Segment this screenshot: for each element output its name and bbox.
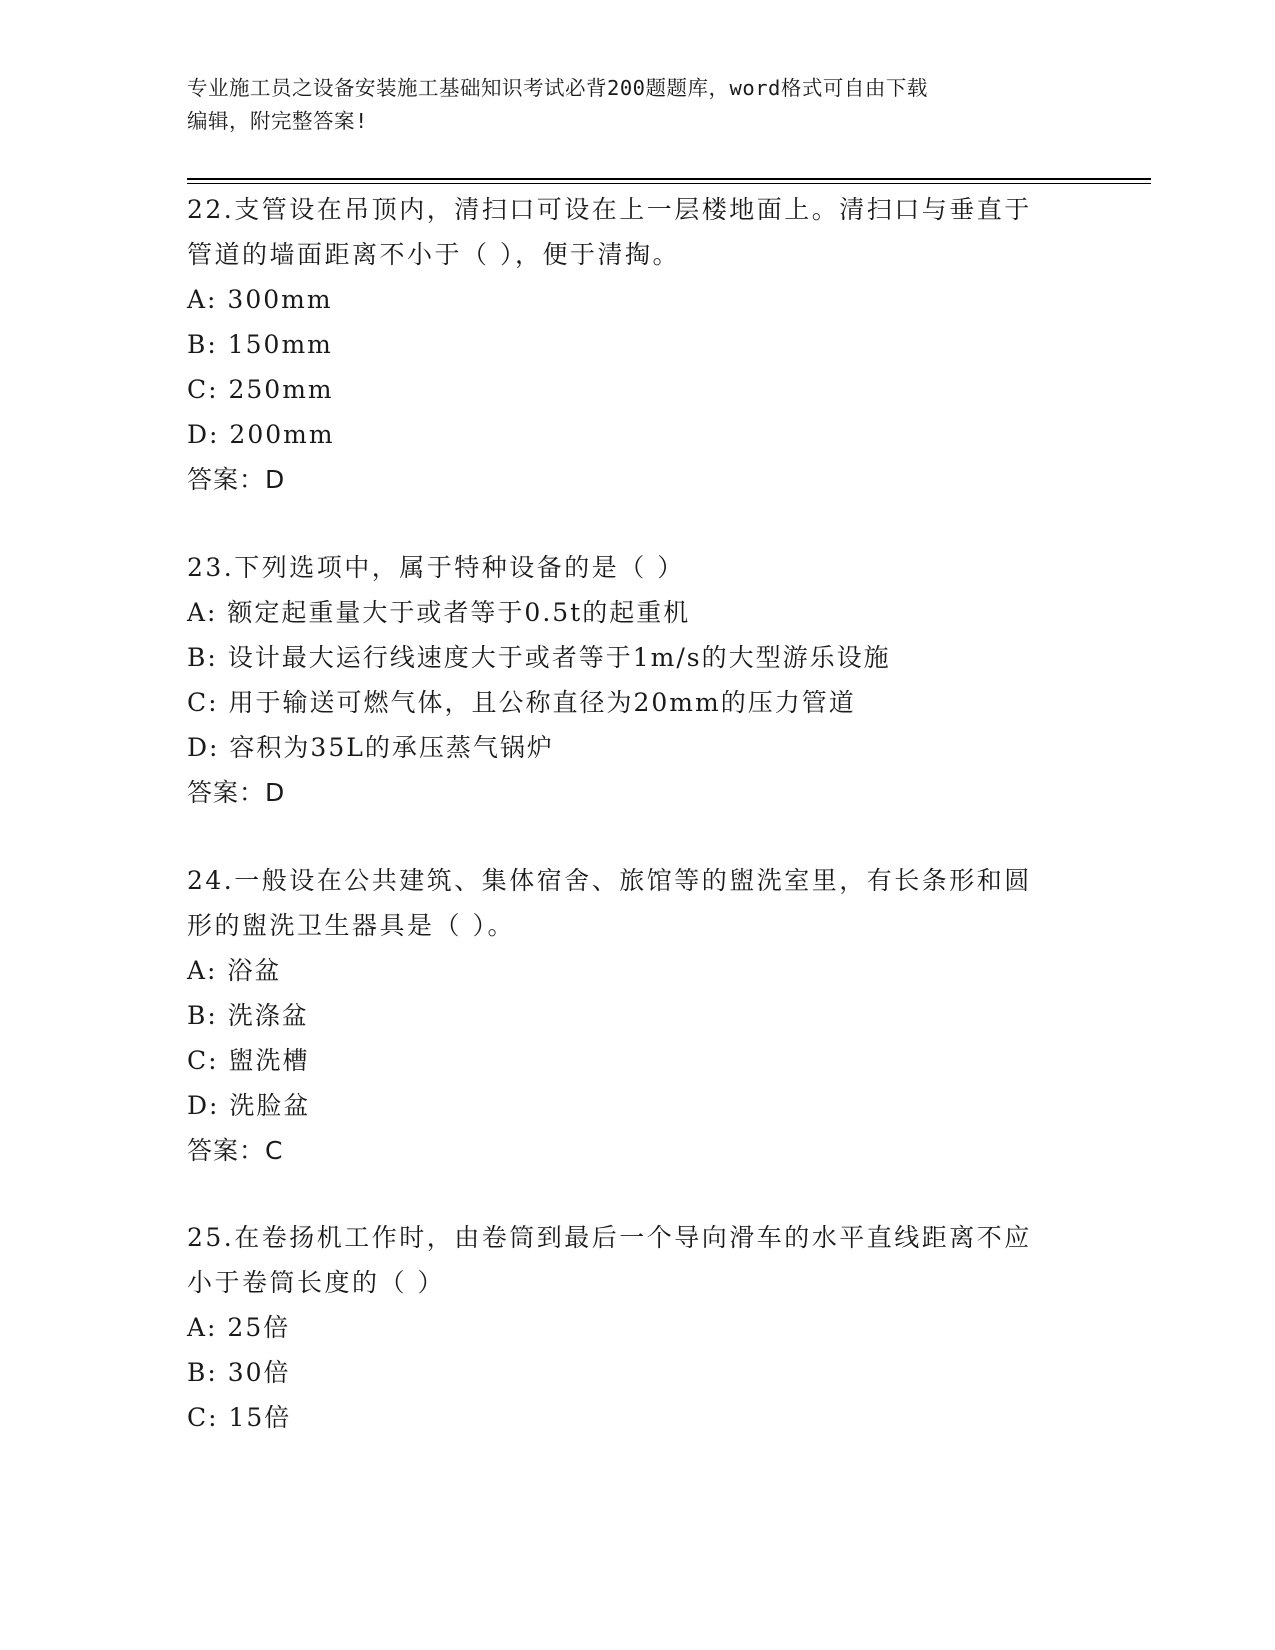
option-a: A: 25倍 [187,1313,291,1342]
question-stem: 形的盥洗卫生器具是（ ）。 [187,911,515,940]
header-divider-thin [187,183,1151,184]
option-d: D: 洗脸盆 [187,1091,311,1120]
option-c: C: 15倍 [187,1403,292,1432]
answer: 答案：D [187,778,286,807]
option-b: B: 30倍 [187,1358,291,1387]
question-stem: 管道的墙面距离不小于（ ），便于清掏。 [187,240,680,269]
option-b: B: 设计最大运行线速度大于或者等于1m/s的大型游乐设施 [187,643,891,672]
question-22 [187,187,1087,502]
question-stem: 25.在卷扬机工作时，由卷筒到最后一个导向滑车的水平直线距离不应 [187,1223,1032,1252]
answer: 答案：D [187,465,286,494]
question-23 [187,545,1087,815]
option-b: B: 150mm [187,330,333,359]
option-d: D: 容积为35L的承压蒸气锅炉 [187,733,554,762]
option-b: B: 洗涤盆 [187,1001,309,1030]
document-header [187,72,1087,138]
answer: 答案：C [187,1136,284,1165]
question-stem: 小于卷筒长度的（ ） [187,1268,445,1297]
option-a: A: 300mm [187,285,333,314]
option-d: D: 200mm [187,420,335,449]
question-25 [187,1215,1087,1440]
option-c: C: 用于输送可燃气体，且公称直径为20mm的压力管道 [187,688,856,717]
question-24 [187,858,1087,1173]
header-divider-thick [187,178,1151,180]
question-stem: 24.一般设在公共建筑、集体宿舍、旅馆等的盥洗室里，有长条形和圆 [187,866,1032,895]
header-line-2: 编辑，附完整答案! [187,109,368,133]
option-a: A: 浴盆 [187,956,282,985]
header-line-1: 专业施工员之设备安装施工基础知识考试必背200题题库，word格式可自由下载 [187,76,928,100]
question-stem: 22.支管设在吊顶内，清扫口可设在上一层楼地面上。清扫口与垂直于 [187,195,1032,224]
option-c: C: 盥洗槽 [187,1046,310,1075]
option-c: C: 250mm [187,375,334,404]
question-stem: 23.下列选项中，属于特种设备的是（ ） [187,553,685,582]
option-a: A: 额定起重量大于或者等于0.5t的起重机 [187,598,691,627]
